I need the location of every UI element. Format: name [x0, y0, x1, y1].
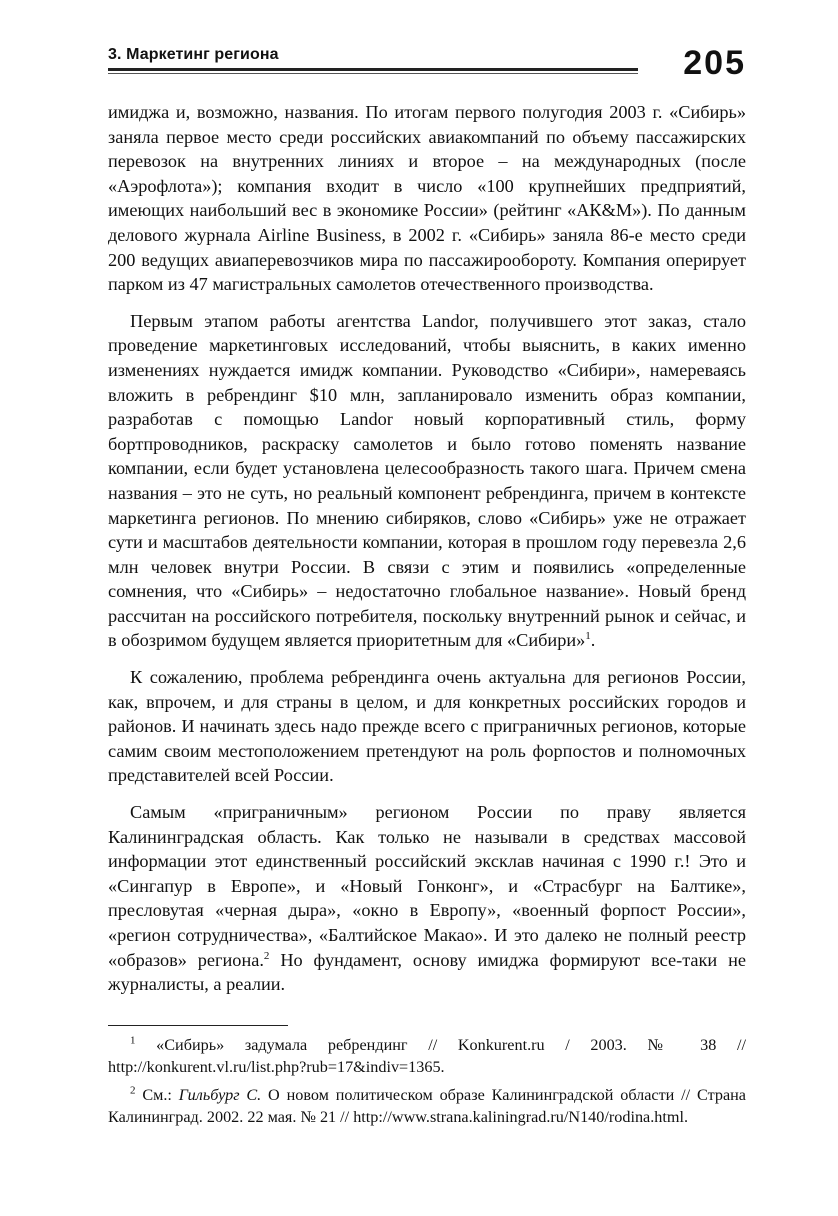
paragraph-4	[108, 800, 746, 997]
paragraph-1-text: имиджа и, возможно, названия. По итогам первого полугодия 2003 г. «Сибирь» заняла первое место среди российских авиакомпаний по объему пассажирских перевозок на внутренних линиях и второе – на международных (после «Аэрофлота»); компания входит в число «100 крупнейших предприятий, имеющих наибольший вес в экономике России» (рейтинг «АК&М»). По данным делового журнала Airline Business, в 2002 г. «Сибирь» заняла 86-е место среди 200 ведущих авиаперевозчиков мира по пассажирообороту. Компания оперирует парком из 47 магистральных самолетов отечественного производства.	[108, 102, 746, 295]
footnote-ref-1: 1	[585, 630, 591, 643]
footnote-2-author: Гильбург С.	[178, 1085, 262, 1104]
paragraph-3	[108, 665, 746, 788]
footnote-2-mark: 2	[130, 1084, 136, 1097]
running-head	[108, 40, 746, 84]
paragraph-2-end: .	[590, 630, 596, 651]
footnote-ref-2: 2	[263, 949, 270, 962]
footnote-2	[108, 1084, 746, 1128]
paragraph-4-end: Но фундамент, основу имиджа формируют все-таки не журналисты, а реалии.	[108, 949, 746, 995]
footnote-2-prefix: См.:	[135, 1085, 179, 1104]
body-text	[108, 100, 746, 997]
footnote-1	[108, 1034, 746, 1078]
section-title: 3. Маркетинг региона	[108, 46, 279, 63]
paragraph-4-text: Самым «приграничным» регионом России по праву является Калининградская область. Как только не называли в средствах массовой информации этот единственный российский эксклав начиная с 1990 г.! Это и «Сингапур в Европе», и «Новый Гонконг», и «Страсбург на Балтике», пресловутая «черная дыра», «окно в Европу», «военный форпост России», «регион сотрудничества», «Балтийское Макао». И это далеко не полный реестр «образов» региона.	[108, 802, 746, 970]
page-number: 205	[683, 44, 746, 82]
footnote-rule	[108, 1025, 288, 1026]
header-rule-thin	[108, 73, 638, 74]
footnote-1-mark: 1	[130, 1034, 136, 1047]
paragraph-2-text: Первым этапом работы агентства Landor, получившего этот заказ, стало проведение маркетинговых исследований, чтобы выяснить, в каких именно изменениях нуждается имидж компании. Руководство «Сибири», намереваясь вложить в ребрендинг $10 млн, запланировало изменить образ компании, разработав с помощью Landor новый корпоративный стиль, форму бортпроводников, раскраску самолетов и было готово поменять название компании, если будет установлена целесообразность такого шага. Причем смена названия – это не суть, но реальный компонент ребрендинга, причем в контексте маркетинга регионов. По мнению сибиряков, слово «Сибирь» уже не отражает сути и масштабов деятельности компании, которая в прошлом году перевезла 2,6 млн человек внутри России. В связи с этим и появились «определенные сомнения, что «Сибирь» – недостаточно глобальное название». Новый бренд рассчитан на российского потребителя, поскольку внутренний рынок и сейчас, и в обозримом будущем является приоритетным для «Сибири»	[108, 310, 746, 651]
footnote-1-text: «Сибирь» задумала ребрендинг // Konkurent.ru / 2003. № 38 // http://konkurent.vl.ru/list.php?rub=17&indiv=1365.	[108, 1035, 746, 1076]
paragraph-1	[108, 100, 746, 297]
paragraph-2	[108, 309, 746, 653]
footnote-2-text: О новом политическом образе Калининградской области // Страна Калининград. 2002. 22 мая. № 21 // http://www.strana.kaliningrad.ru/N140/rodina.html.	[108, 1085, 746, 1126]
header-rule	[108, 68, 638, 71]
book-page	[108, 40, 746, 1134]
paragraph-3-text: К сожалению, проблема ребрендинга очень актуальна для регионов России, как, впрочем, и для страны в целом, и для конкретных российских городов и районов. И начинать здесь надо прежде всего с приграничных регионов, которые самим своим местоположением претендуют на роль форпостов и полномочных представителей всей России.	[108, 667, 746, 786]
